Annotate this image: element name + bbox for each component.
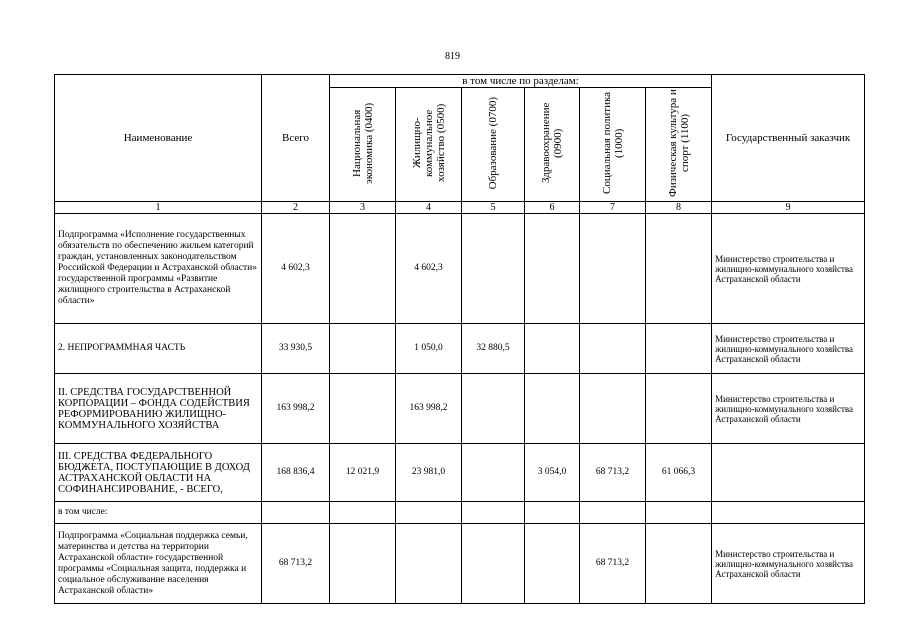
row-value-0400 xyxy=(330,214,396,324)
row-value-0900: 3 054,0 xyxy=(525,444,580,502)
table-row xyxy=(55,502,865,524)
row-value-0500: 163 998,2 xyxy=(396,374,462,444)
row-total: 4 602,3 xyxy=(262,214,330,324)
row-value-1100 xyxy=(646,502,712,524)
row-value-0700 xyxy=(462,524,525,604)
row-name: в том числе: xyxy=(55,502,262,524)
row-value-1100 xyxy=(646,524,712,604)
row-value-0500 xyxy=(396,524,462,604)
column-number-row xyxy=(55,202,865,214)
row-name: II. СРЕДСТВА ГОСУДАРСТВЕННОЙ КОРПОРАЦИИ – ФОНДА СОДЕЙСТВИЯ РЕФОРМИРОВАНИЮ ЖИЛИЩНО-КОММУНАЛЬНОГО ХОЗЯЙСТВА xyxy=(55,374,262,444)
header-section-0400: Национальная экономика (0400) xyxy=(330,88,396,202)
table-row xyxy=(55,444,865,502)
row-customer: Министерство строительства и жилищно-коммунального хозяйства Астраханской области xyxy=(712,374,865,444)
row-value-1000: 68 713,2 xyxy=(580,524,646,604)
row-total: 168 836,4 xyxy=(262,444,330,502)
row-total: 68 713,2 xyxy=(262,524,330,604)
header-section-0700: Образование (0700) xyxy=(462,88,525,202)
column-number: 6 xyxy=(525,202,580,214)
header-section-1000: Социальная политика (1000) xyxy=(580,88,646,202)
row-value-1100 xyxy=(646,214,712,324)
header-name: Наименование xyxy=(55,75,262,202)
row-total: 163 998,2 xyxy=(262,374,330,444)
column-number: 8 xyxy=(646,202,712,214)
page-number: 819 xyxy=(445,51,460,62)
row-value-0900 xyxy=(525,524,580,604)
header-total: Всего xyxy=(262,75,330,202)
row-customer xyxy=(712,502,865,524)
column-number: 2 xyxy=(262,202,330,214)
row-value-1000 xyxy=(580,502,646,524)
header-section-0900: Здравоохранение (0900) xyxy=(525,88,580,202)
row-value-0700: 32 880,5 xyxy=(462,324,525,374)
column-number: 4 xyxy=(396,202,462,214)
row-value-0900 xyxy=(525,374,580,444)
row-name: Подпрограмма «Исполнение государственных обязательств по обеспечению жильем категорий граждан, установленных законодательством Российской Федерации и Астраханской области» государственной программы «Развитие жилищного строительства в Астраханской области» xyxy=(55,214,262,324)
column-number: 3 xyxy=(330,202,396,214)
row-value-0400 xyxy=(330,502,396,524)
table-row xyxy=(55,324,865,374)
row-value-0500: 1 050,0 xyxy=(396,324,462,374)
row-value-0700 xyxy=(462,502,525,524)
budget-table xyxy=(54,74,865,604)
row-total xyxy=(262,502,330,524)
row-value-1000 xyxy=(580,214,646,324)
row-value-0900 xyxy=(525,324,580,374)
row-value-0700 xyxy=(462,444,525,502)
row-value-0900 xyxy=(525,502,580,524)
row-name: 2. НЕПРОГРАММНАЯ ЧАСТЬ xyxy=(55,324,262,374)
row-value-1100: 61 066,3 xyxy=(646,444,712,502)
row-value-1000: 68 713,2 xyxy=(580,444,646,502)
row-customer: Министерство строительства и жилищно-коммунального хозяйства Астраханской области xyxy=(712,524,865,604)
row-value-0400 xyxy=(330,324,396,374)
header-sections-group: в том числе по разделам: xyxy=(330,75,712,88)
header-customer: Государственный заказчик xyxy=(712,75,865,202)
column-number: 5 xyxy=(462,202,525,214)
column-number: 9 xyxy=(712,202,865,214)
row-customer: Министерство строительства и жилищно-коммунального хозяйства Астраханской области xyxy=(712,214,865,324)
column-number: 1 xyxy=(55,202,262,214)
table-row xyxy=(55,374,865,444)
row-customer: Министерство строительства и жилищно-коммунального хозяйства Астраханской области xyxy=(712,324,865,374)
row-value-0700 xyxy=(462,374,525,444)
row-value-0500: 4 602,3 xyxy=(396,214,462,324)
row-customer xyxy=(712,444,865,502)
row-value-1100 xyxy=(646,324,712,374)
row-value-0900 xyxy=(525,214,580,324)
row-value-0700 xyxy=(462,214,525,324)
header-section-0500: Жилищно-коммунальное хозяйство (0500) xyxy=(396,88,462,202)
row-name: III. СРЕДСТВА ФЕДЕРАЛЬНОГО БЮДЖЕТА, ПОСТУПАЮЩИЕ В ДОХОД АСТРАХАНСКОЙ ОБЛАСТИ НА СОФИНАНСИРОВАНИЕ, - ВСЕГО, xyxy=(55,444,262,502)
row-value-0400 xyxy=(330,524,396,604)
row-value-0500: 23 981,0 xyxy=(396,444,462,502)
table-row xyxy=(55,524,865,604)
row-value-1000 xyxy=(580,324,646,374)
table-row xyxy=(55,214,865,324)
header-section-1100: Физическая культура и спорт (1100) xyxy=(646,88,712,202)
row-total: 33 930,5 xyxy=(262,324,330,374)
row-value-1100 xyxy=(646,374,712,444)
row-value-0500 xyxy=(396,502,462,524)
row-value-0400 xyxy=(330,374,396,444)
column-number: 7 xyxy=(580,202,646,214)
row-value-1000 xyxy=(580,374,646,444)
row-name: Подпрограмма «Социальная поддержка семьи, материнства и детства на территории Астраханской области» государственной программы «Социальная защита, поддержка и социальное обслуживание населения Астраханской области» xyxy=(55,524,262,604)
row-value-0400: 12 021,9 xyxy=(330,444,396,502)
